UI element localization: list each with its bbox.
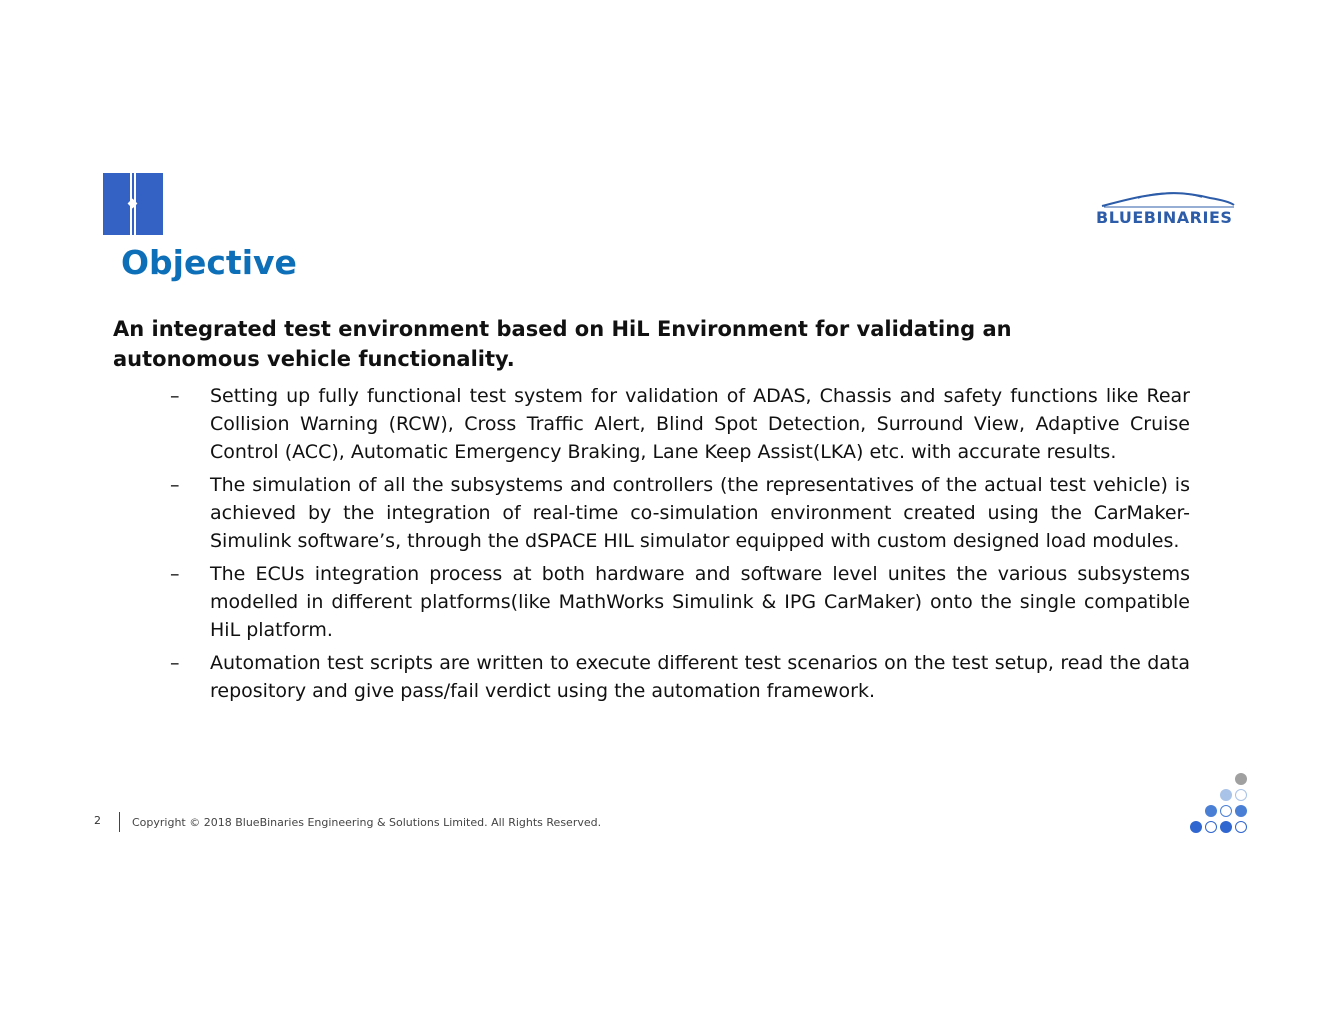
dot-icon (1190, 821, 1202, 833)
bullet-text: Setting up fully functional test system for validation of ADAS, Chassis and safety functions like Rear Collision Warning (RCW), Cross Traffic Alert, Blind Spot Detection, Surround View, Adaptive Cruise Control (ACC), Automatic Emergency Braking, Lane Keep Assist(LKA) etc. with accurate results. (210, 385, 1190, 463)
bullet-text: The simulation of all the subsystems and controllers (the representatives of the actual test vehicle) is achieved by the integration of real-time co-simulation environment created using the CarMaker-Simulink software’s, through the dSPACE HIL simulator equipped with custom designed load modules. (210, 474, 1190, 552)
bullet-dash: – (170, 563, 180, 585)
bullet-item (170, 560, 1190, 644)
objective-bullet-list (170, 382, 1190, 710)
copyright-text: Copyright © 2018 BlueBinaries Engineering & Solutions Limited. All Rights Reserved. (132, 816, 602, 829)
dot-icon (1235, 773, 1247, 785)
intro-line-1: An integrated test environment based on HiL Environment for validating an (113, 317, 1012, 341)
bullet-text: The ECUs integration process at both hardware and software level unites the various subsystems modelled in different platforms(like MathWorks Simulink & IPG CarMaker) onto the single compatible HiL platform. (210, 563, 1190, 641)
bullet-dash: – (170, 385, 180, 407)
bullet-item (170, 382, 1190, 466)
bullet-dash: – (170, 474, 180, 496)
intro-line-2: autonomous vehicle functionality. (113, 347, 515, 371)
page-title: Objective (121, 243, 297, 282)
bullet-dash: – (170, 652, 180, 674)
dot-icon (1220, 821, 1232, 833)
decorative-dots-graphic (1185, 770, 1255, 840)
title-accent-block (103, 173, 163, 235)
bullet-item (170, 471, 1190, 555)
bullet-text: Automation test scripts are written to execute different test scenarios on the test setup, read the data repository and give pass/fail verdict using the automation framework. (210, 652, 1190, 702)
page-number: 2 (94, 814, 101, 827)
dot-icon (1236, 790, 1247, 801)
dot-icon (1221, 806, 1232, 817)
bullet-item (170, 649, 1190, 705)
dot-icon (1206, 822, 1217, 833)
car-silhouette-icon (1098, 188, 1238, 210)
logo-wordmark: BLUEBINARIES (1096, 208, 1233, 227)
intro-statement (113, 314, 1113, 374)
dot-icon (1220, 789, 1232, 801)
dot-icon (1235, 805, 1247, 817)
dot-icon (1236, 822, 1247, 833)
footer-divider (119, 812, 120, 832)
dot-icon (1205, 805, 1217, 817)
bluebinaries-logo (1092, 188, 1244, 232)
